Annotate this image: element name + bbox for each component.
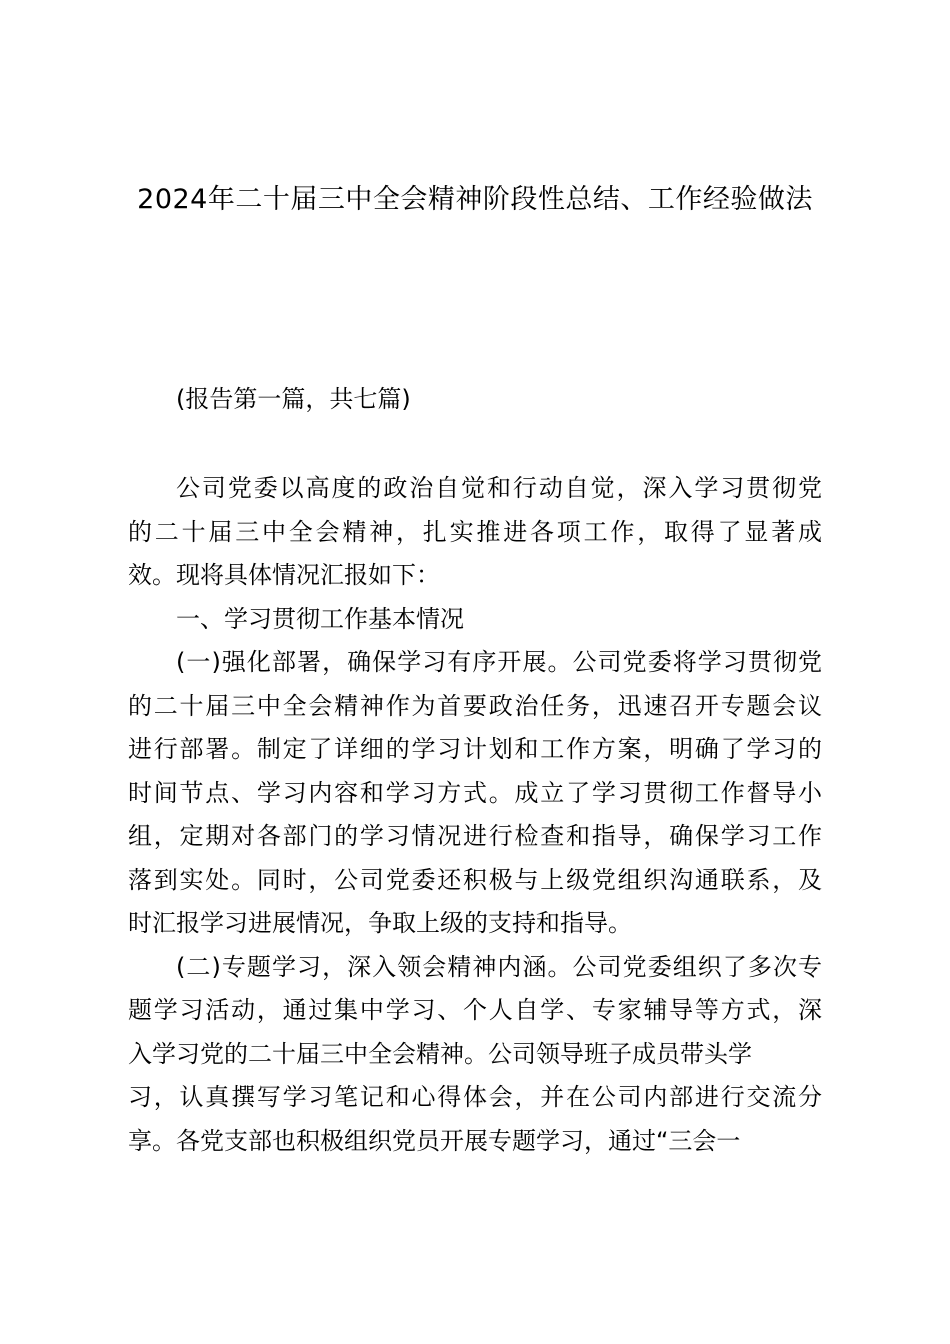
body-line: 落到实处。同时，公司党委还积极与上级党组织沟通联系，及 xyxy=(128,865,822,894)
body-line: (一)强化部署，确保学习有序开展。公司党委将学习贯彻党 xyxy=(176,648,822,676)
body-line: 的二十届三中全会精神作为首要政治任务，迅速召开专题会议 xyxy=(128,691,822,720)
body-line: 公司党委以高度的政治自觉和行动自觉，深入学习贯彻党 xyxy=(176,474,822,502)
body-line: 时间节点、学习内容和学习方式。成立了学习贯彻工作督导小 xyxy=(128,778,822,807)
body-line: (二)专题学习，深入领会精神内涵。公司党委组织了多次专 xyxy=(176,952,822,981)
document-subtitle: (报告第一篇，共七篇) xyxy=(176,385,411,413)
body-line: 组，定期对各部门的学习情况进行检查和指导，确保学习工作 xyxy=(128,822,822,850)
document-title: 2024年二十届三中全会精神阶段性总结、工作经验做法 xyxy=(137,184,813,215)
body-line: 时汇报学习进展情况，争取上级的支持和指导。 xyxy=(128,909,632,937)
body-line: 题学习活动，通过集中学习、个人自学、专家辅导等方式，深 xyxy=(128,996,822,1024)
body-line: 入学习党的二十届三中全会精神。公司领导班子成员带头学 xyxy=(128,1039,752,1068)
body-line: 习，认真撰写学习笔记和心得体会，并在公司内部进行交流分 xyxy=(128,1083,822,1111)
body-line: 享。各党支部也积极组织党员开展专题学习，通过“三会一 xyxy=(128,1126,741,1155)
body-line: 进行部署。制定了详细的学习计划和工作方案，明确了学习的 xyxy=(128,735,822,763)
body-line: 效。现将具体情况汇报如下： xyxy=(128,561,440,589)
body-line: 的二十届三中全会精神，扎实推进各项工作，取得了显著成 xyxy=(128,517,822,546)
document-body xyxy=(128,467,822,1163)
section-heading: 一、学习贯彻工作基本情况 xyxy=(176,604,464,633)
